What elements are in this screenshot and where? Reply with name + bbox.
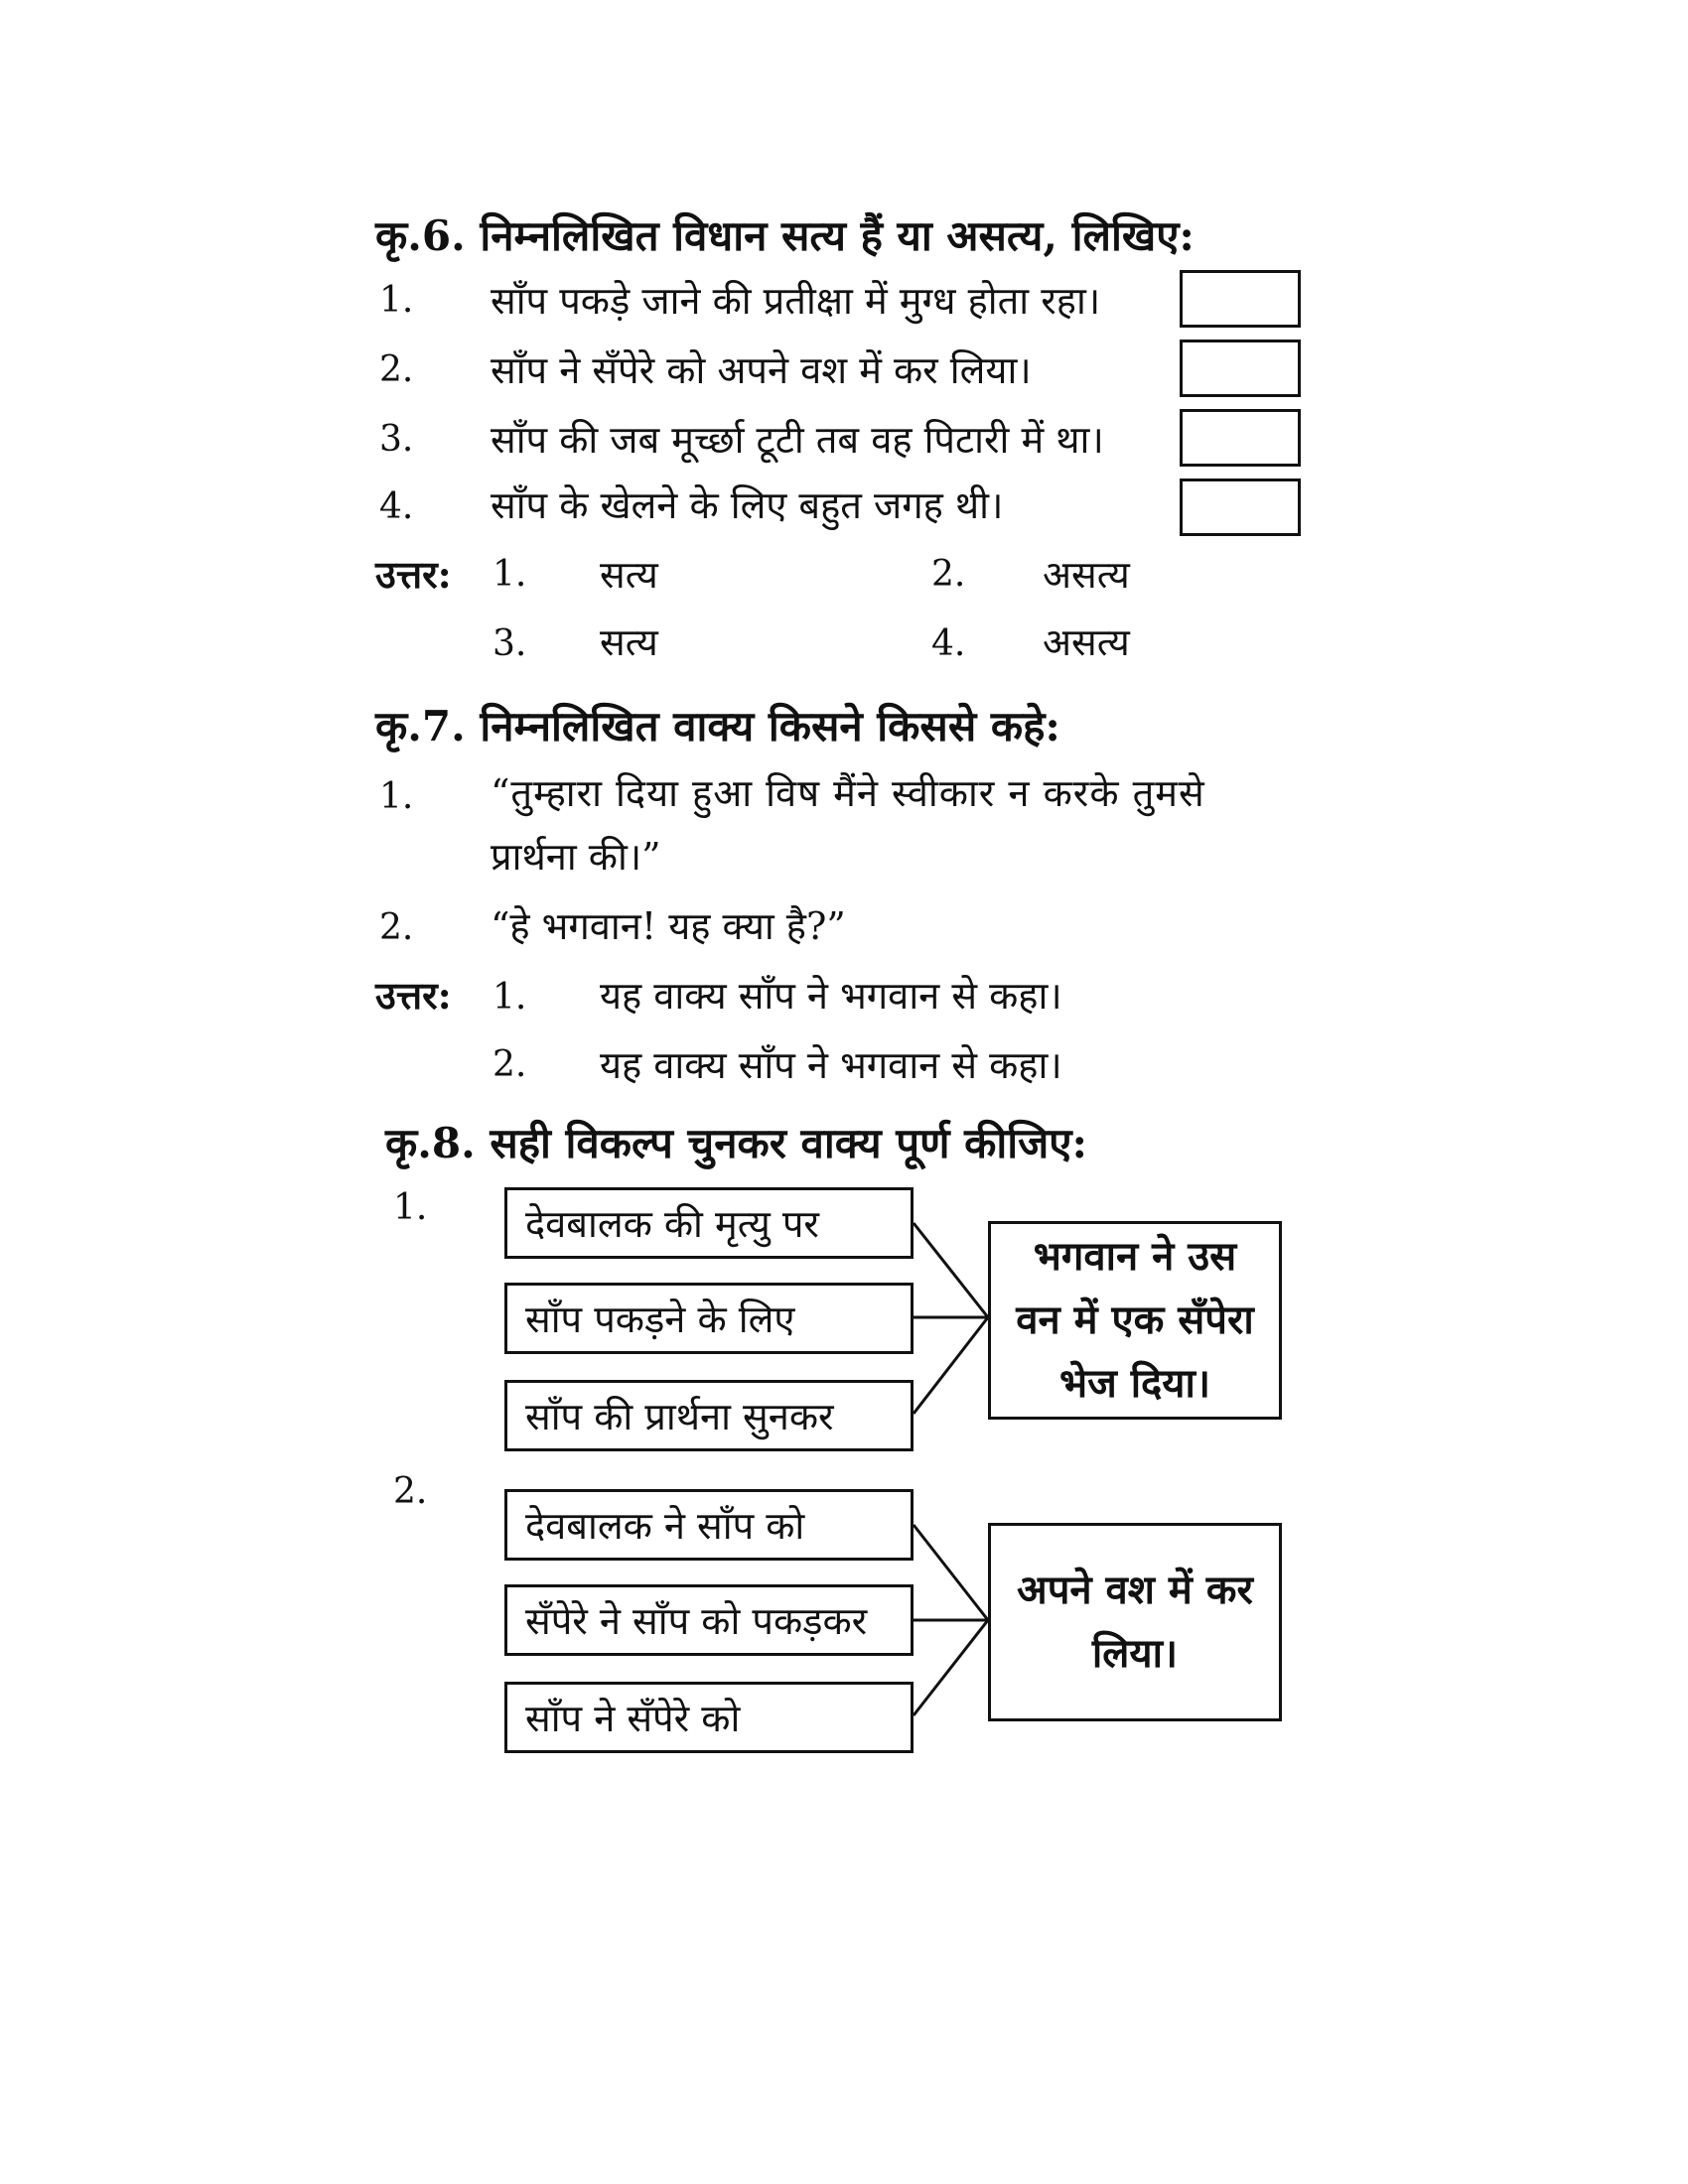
q6-item-num: 1. — [379, 280, 414, 321]
q6-answer-num: 1. — [492, 554, 527, 595]
q8-option-box[interactable] — [504, 1682, 914, 1753]
q6-answer-text: असत्य — [1043, 553, 1130, 597]
q7-answer-text: यह वाक्य साँप ने भगवान से कहा। — [600, 1043, 1062, 1087]
q6-answer-text: असत्य — [1043, 620, 1130, 664]
q8-result-text: भगवान ने उस वन में एक सँपेरा भेज दिया। — [1016, 1233, 1254, 1407]
q7-item-text: प्रार्थना की।” — [491, 835, 661, 879]
q6-item-num: 3. — [379, 419, 414, 460]
q8-option-label: साँप ने सँपेरे को — [525, 1697, 741, 1740]
q8-option-box[interactable] — [504, 1187, 914, 1259]
q6-item-text: साँप ने सँपेरे को अपने वश में कर लिया। — [491, 348, 1032, 392]
q8-group-num: 2. — [393, 1471, 428, 1512]
q7-item-num: 1. — [379, 776, 414, 817]
q8-option-box[interactable] — [504, 1489, 914, 1561]
q7-answer-label: उत्तर: — [375, 973, 452, 1018]
q7-heading: कृ.7. निम्नलिखित वाक्य किसने किससे कहे: — [375, 702, 1060, 751]
q8-option-label: साँप पकड़ने के लिए — [525, 1297, 795, 1341]
q8-option-label: सँपेरे ने साँप को पकड़कर — [525, 1599, 868, 1643]
q7-item-num: 2. — [379, 907, 414, 948]
q7-item-text: “हे भगवान! यह क्या है?” — [491, 904, 846, 948]
q8-result-box — [988, 1523, 1282, 1721]
q8-heading: कृ.8. सही विकल्प चुनकर वाक्य पूर्ण कीजिए: — [385, 1119, 1087, 1167]
q8-option-box[interactable] — [504, 1380, 914, 1451]
q8-result-box — [988, 1221, 1282, 1420]
q8-result-text: अपने वश में कर लिया। — [1017, 1567, 1253, 1677]
q7-answer-text: यह वाक्य साँप ने भगवान से कहा। — [600, 974, 1062, 1018]
q6-item-num: 4. — [379, 486, 414, 527]
q6-answer-text: सत्य — [600, 553, 658, 597]
q7-answer-num: 1. — [492, 977, 527, 1018]
q6-answer-label: उत्तर: — [375, 552, 452, 597]
q6-item-text: साँप पकड़े जाने की प्रतीक्षा में मुग्ध होता रहा। — [491, 279, 1101, 323]
q8-option-label: देवबालक ने साँप को — [525, 1504, 805, 1548]
q7-answer-num: 2. — [492, 1044, 527, 1085]
q6-heading: कृ.6. निम्नलिखित विधान सत्य हैं या असत्य, लिखिए: — [375, 211, 1195, 260]
q8-option-label: साँप की प्रार्थना सुनकर — [525, 1395, 834, 1438]
q6-answer-text: सत्य — [600, 620, 658, 664]
q8-option-label: देवबालक की मृत्यु पर — [525, 1202, 819, 1246]
q6-item-num: 2. — [379, 349, 414, 390]
q7-item-text: “तुम्हारा दिया हुआ विष मैंने स्वीकार न करके तुमसे — [491, 771, 1205, 815]
q8-option-box[interactable] — [504, 1584, 914, 1656]
q6-answer-num: 2. — [931, 554, 966, 595]
q6-answer-num: 4. — [931, 623, 966, 664]
q6-item-text: साँप की जब मूर्च्छा टूटी तब वह पिटारी में था। — [491, 418, 1104, 462]
q8-option-box[interactable] — [504, 1283, 914, 1354]
q6-item-text: साँप के खेलने के लिए बहुत जगह थी। — [491, 483, 1004, 527]
q6-answer-num: 3. — [492, 623, 527, 664]
q8-group-num: 1. — [393, 1187, 428, 1228]
